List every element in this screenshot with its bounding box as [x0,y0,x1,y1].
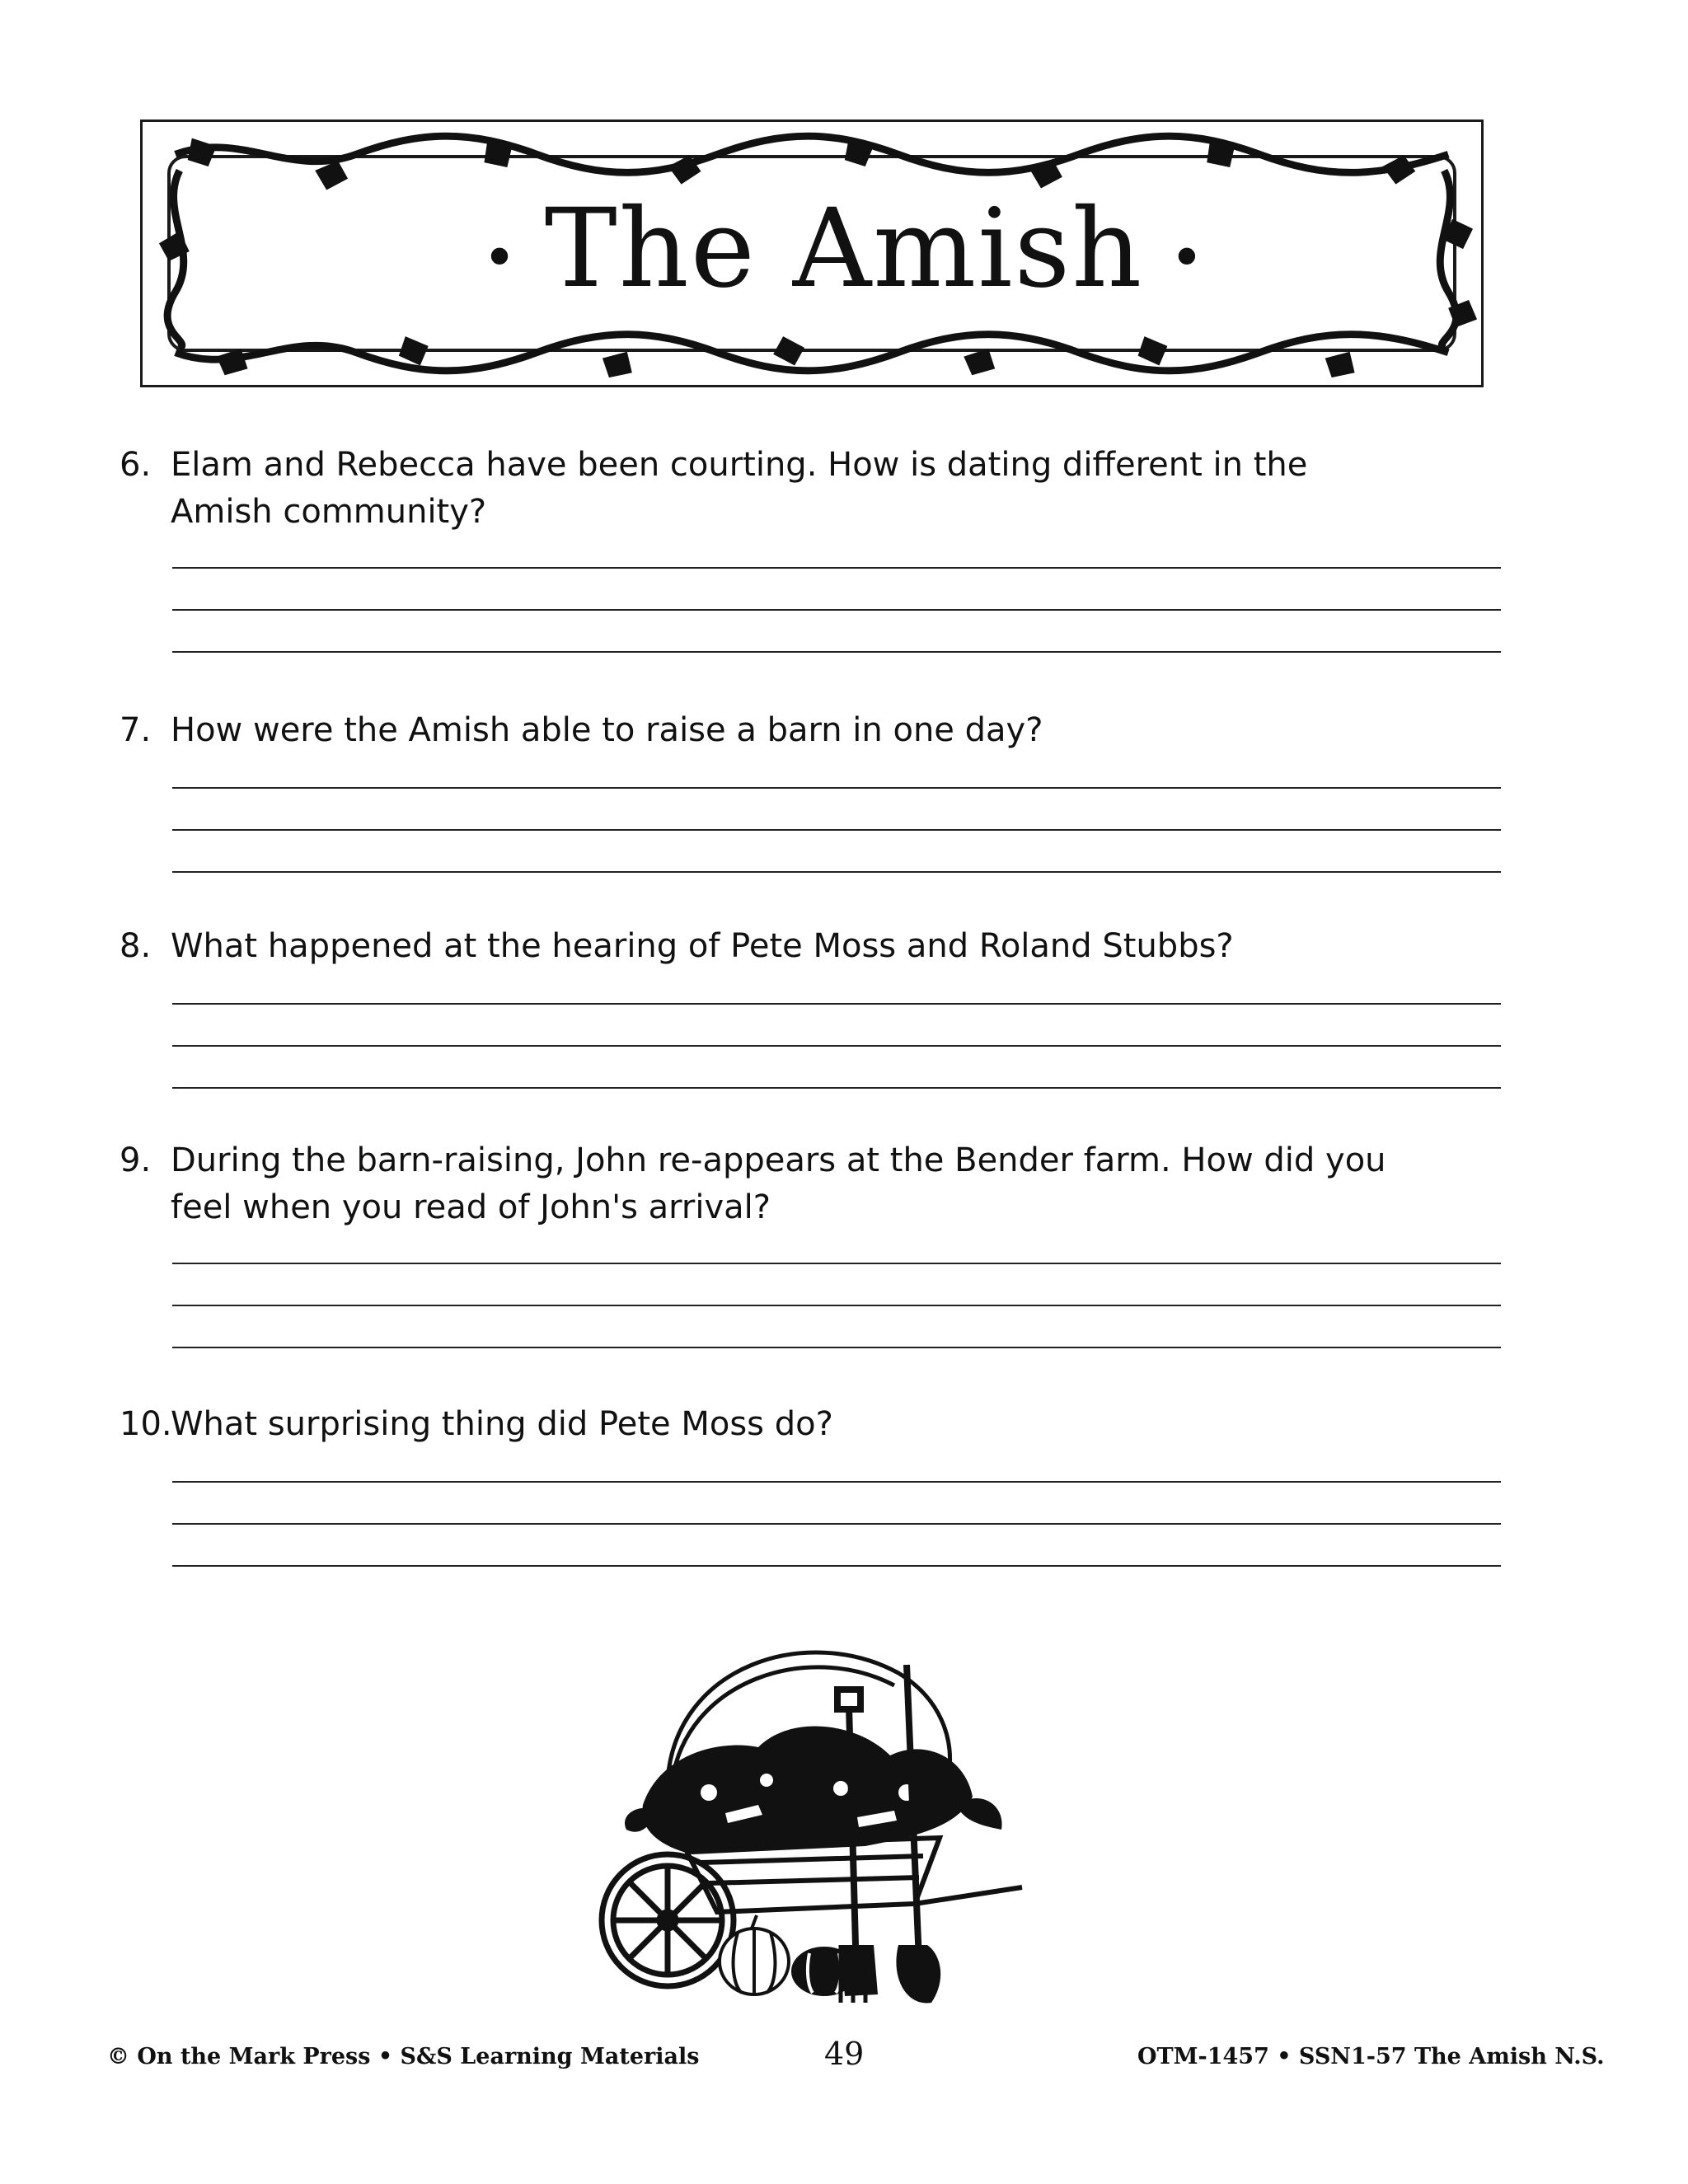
question-text [171,923,1521,970]
question-line: Amish community? [171,493,487,531]
page-number: 49 [824,2036,865,2072]
answer-line[interactable] [172,1087,1501,1089]
question-line: How were the Amish able to raise a barn in one day? [171,711,1043,749]
answer-line[interactable] [172,1481,1501,1483]
answer-line[interactable] [172,1305,1501,1306]
title-left-ornament: • [482,223,518,292]
question-10 [120,1401,1521,1448]
worksheet-title [0,185,1688,316]
question-8 [120,923,1521,970]
question-line: What happened at the hearing of Pete Moss and Roland Stubbs? [171,927,1234,965]
title-text: The Amish [544,185,1144,312]
question-number: 10. [120,1405,172,1443]
answer-line[interactable] [172,829,1501,831]
question-number: 7. [120,711,152,749]
title-right-ornament: • [1170,223,1206,292]
answer-line[interactable] [172,651,1501,653]
footer-product-code: OTM-1457 • SSN1-57 The Amish N.S. [1137,2044,1605,2069]
answer-line[interactable] [172,1003,1501,1005]
question-9 [120,1137,1521,1231]
question-number: 8. [120,927,152,965]
answer-line[interactable] [172,1347,1501,1348]
wheelbarrow-vegetables-illustration [593,1615,1039,2011]
question-text [171,707,1521,754]
question-number: 9. [120,1141,152,1179]
answer-line[interactable] [172,1045,1501,1047]
question-text [171,442,1521,536]
question-line: What surprising thing did Pete Moss do? [171,1405,833,1443]
question-line: feel when you read of John's arrival? [171,1188,771,1226]
answer-line[interactable] [172,567,1501,569]
answer-line[interactable] [172,1565,1501,1567]
answer-line[interactable] [172,787,1501,789]
question-text [171,1401,1521,1448]
answer-line[interactable] [172,871,1501,873]
answer-line[interactable] [172,609,1501,611]
page-footer [0,2036,1688,2077]
footer-publisher: © On the Mark Press • S&S Learning Materials [107,2044,700,2069]
question-number: 6. [120,446,152,484]
question-line: During the barn-raising, John re-appears at the Bender farm. How did you [171,1141,1386,1179]
question-6 [120,442,1521,536]
question-7 [120,707,1521,754]
answer-line[interactable] [172,1523,1501,1525]
answer-line[interactable] [172,1263,1501,1264]
question-line: Elam and Rebecca have been courting. How is dating different in the [171,446,1308,484]
question-text [171,1137,1521,1231]
